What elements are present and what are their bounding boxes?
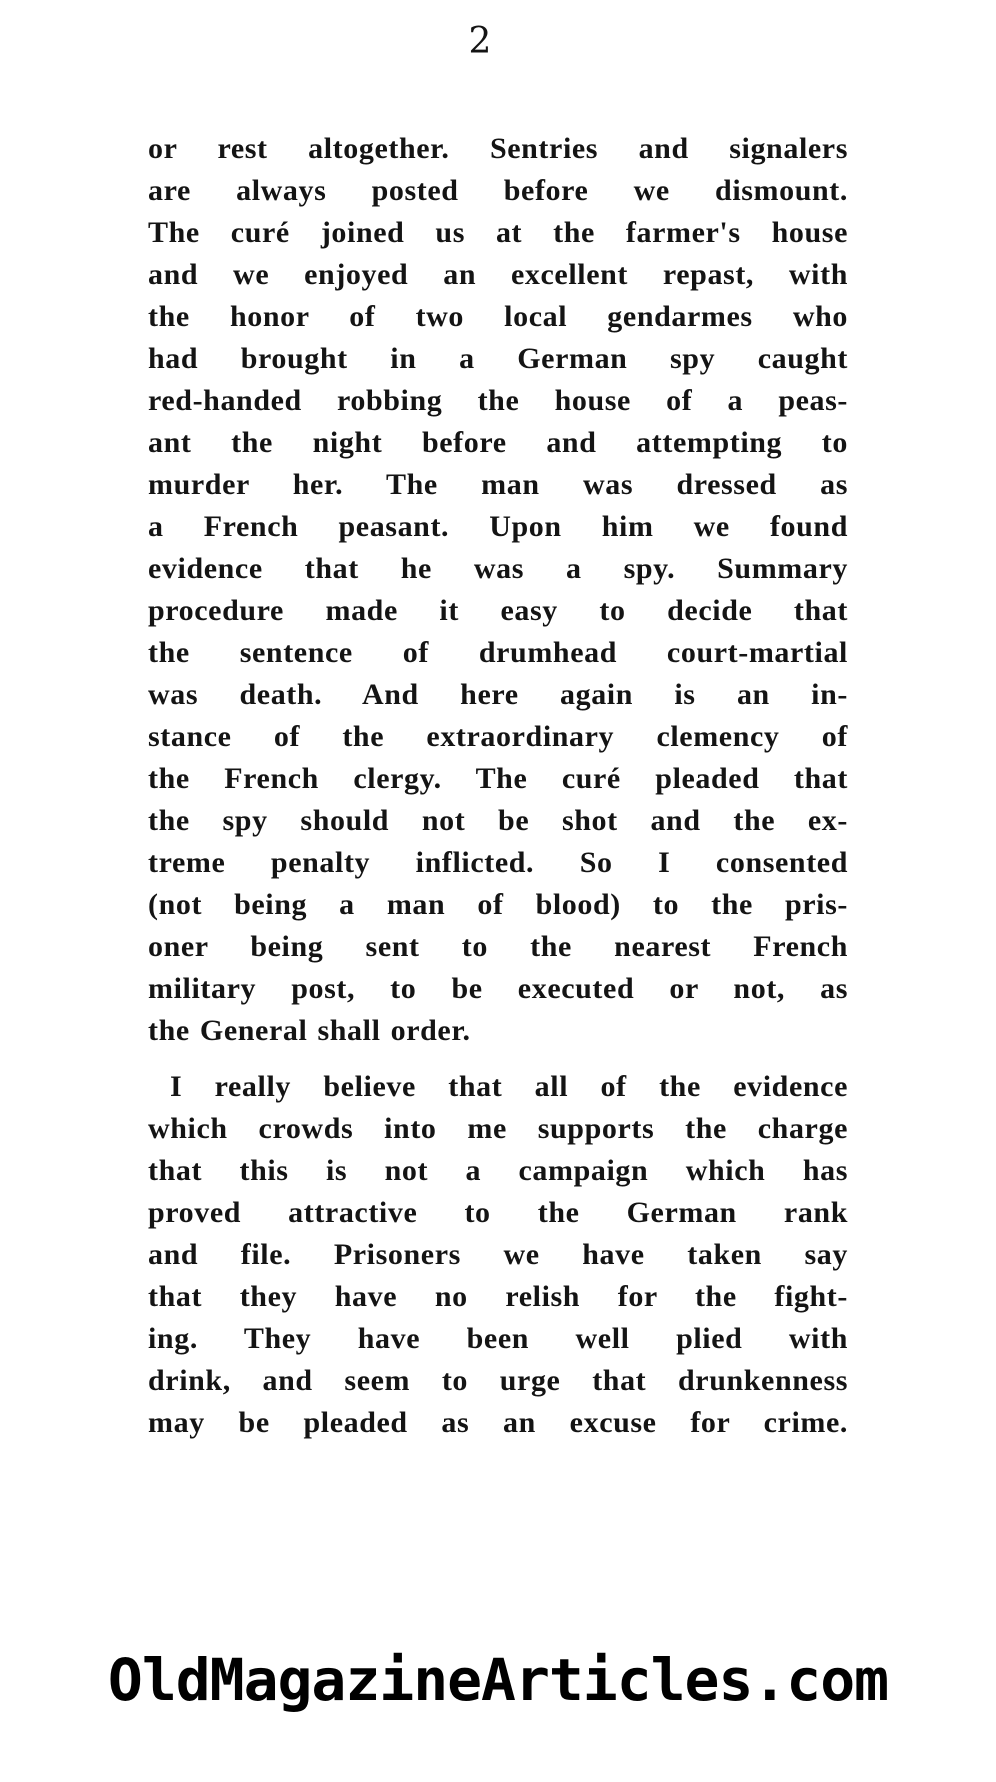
text-line: may be pleaded as an excuse for crime. xyxy=(148,1406,848,1439)
text-line: murder her. The man was dressed as xyxy=(148,468,848,501)
text-line: the French clergy. The curé pleaded that xyxy=(148,762,848,795)
text-line: or rest altogether. Sentries and signalers xyxy=(148,132,848,165)
paragraph-1 xyxy=(148,128,848,1052)
text-line: and file. Prisoners we have taken say xyxy=(148,1238,848,1271)
text-line: The curé joined us at the farmer's house xyxy=(148,216,848,249)
text-line: (not being a man of blood) to the pris- xyxy=(148,888,848,921)
text-line: evidence that he was a spy. Summary xyxy=(148,552,848,585)
text-line: was death. And here again is an in- xyxy=(148,678,848,711)
text-line: I really believe that all of the evidence xyxy=(170,1070,848,1103)
text-line: treme penalty inflicted. So I consented xyxy=(148,846,848,879)
text-line: the honor of two local gendarmes who xyxy=(148,300,848,333)
text-line: oner being sent to the nearest French xyxy=(148,930,848,963)
text-line: red-handed robbing the house of a peas- xyxy=(148,384,848,417)
page-number: 2 xyxy=(468,21,492,62)
site-watermark: OldMagazineArticles.com xyxy=(107,1646,889,1714)
text-line: which crowds into me supports the charge xyxy=(148,1112,848,1145)
text-line: the spy should not be shot and the ex- xyxy=(148,804,848,837)
text-line: that they have no relish for the fight- xyxy=(148,1280,848,1313)
text-line: military post, to be executed or not, as xyxy=(148,972,848,1005)
text-line: are always posted before we dismount. xyxy=(148,174,848,207)
text-line: a French peasant. Upon him we found xyxy=(148,510,848,543)
text-line: the General shall order. xyxy=(148,1014,471,1047)
article-body xyxy=(148,128,848,1444)
text-line: proved attractive to the German rank xyxy=(148,1196,848,1229)
text-line: that this is not a campaign which has xyxy=(148,1154,848,1187)
text-line: drink, and seem to urge that drunkenness xyxy=(148,1364,848,1397)
text-line: procedure made it easy to decide that xyxy=(148,594,848,627)
paragraph-2 xyxy=(148,1066,848,1444)
text-line: and we enjoyed an excellent repast, with xyxy=(148,258,848,291)
text-line: ant the night before and attempting to xyxy=(148,426,848,459)
text-line: ing. They have been well plied with xyxy=(148,1322,848,1355)
text-line: had brought in a German spy caught xyxy=(148,342,848,375)
text-line: stance of the extraordinary clemency of xyxy=(148,720,848,753)
text-line: the sentence of drumhead court-martial xyxy=(148,636,848,669)
